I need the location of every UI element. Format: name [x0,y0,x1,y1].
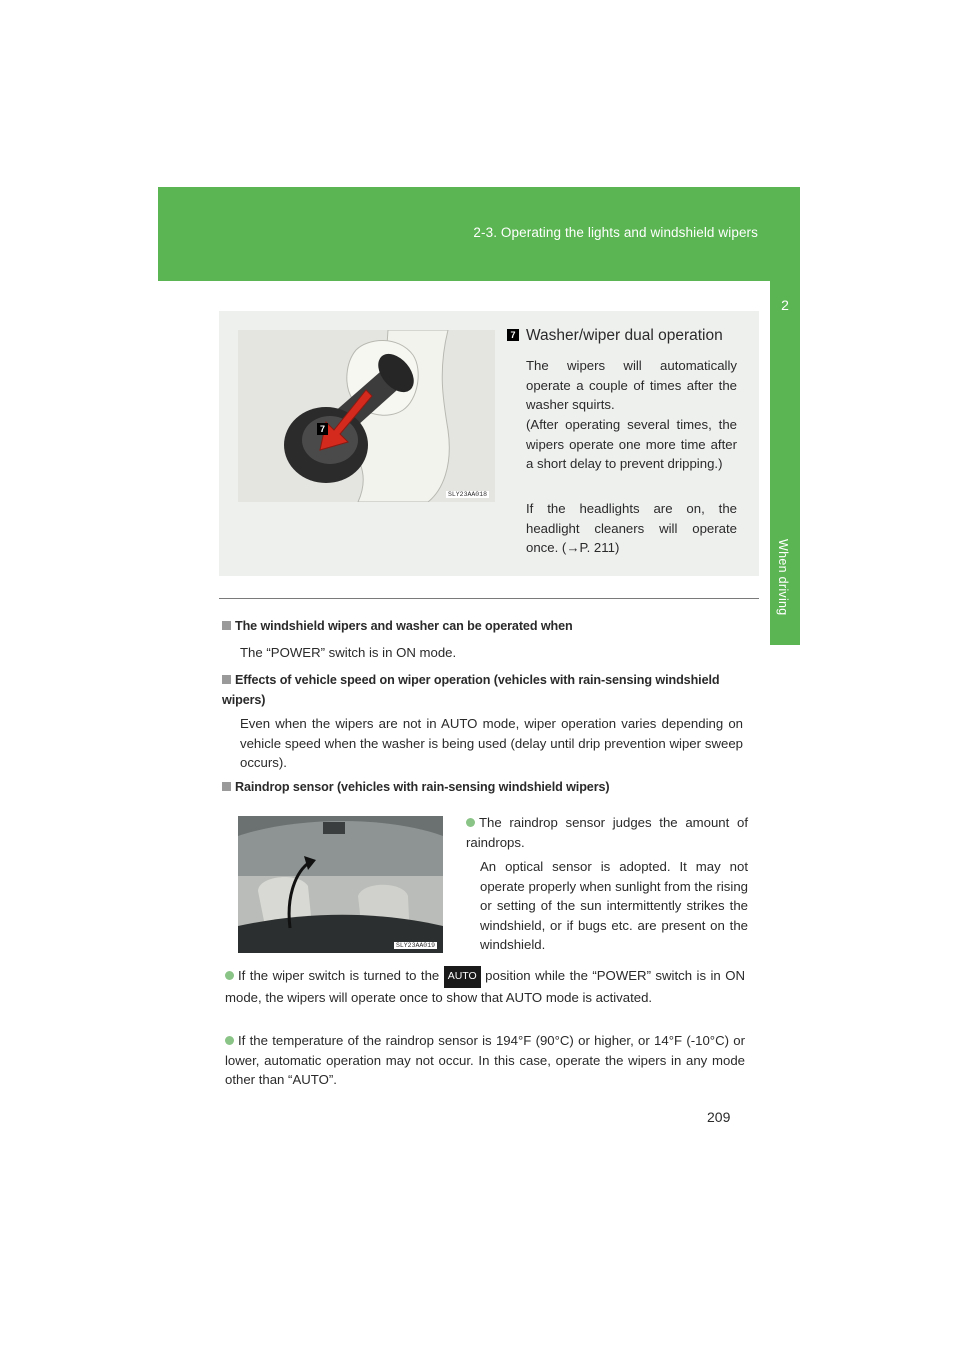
round-bullet-icon [225,1036,234,1045]
windshield-sensor-illustration [238,816,443,953]
wiper-lever-illustration [238,330,495,502]
section-divider [219,598,759,599]
section-heading-raindrop-sensor: Raindrop sensor (vehicles with rain-sensing windshield wipers) [222,780,610,794]
chapter-side-tab [770,281,800,645]
square-bullet-icon [222,675,231,684]
section-heading-vehicle-speed: Effects of vehicle speed on wiper operation (vehicles with rain-sensing windshield wipers) [222,673,720,707]
temperature-bullet: If the temperature of the raindrop sensor is 194°F (90°C) or higher, or 14°F (-10°C) or lower, automatic operation may not occur. In this case, operate the wipers in any mode other than “AUTO”. [225,1033,745,1087]
section-body-operation-conditions: The “POWER” switch is in ON mode. [240,645,457,660]
section-heading-operation-conditions: The windshield wipers and washer can be operated when [222,619,573,633]
auto-switch-position-icon: AUTO [444,966,481,988]
panel-paragraph-1: The wipers will automatically operate a couple of times after the washer squirts. [526,358,737,412]
section-body-vehicle-speed: Even when the wipers are not in AUTO mode, wiper operation varies depending on vehicle speed when the washer is being used (delay until drip prevention wiper sweep occurs). [240,716,743,770]
round-bullet-icon [225,971,234,980]
square-bullet-icon [222,621,231,630]
washer-wiper-panel [219,311,759,576]
raindrop-bullet-1: The raindrop sensor judges the amount of raindrops. [466,815,748,850]
hand-pulling-lever-icon [238,330,495,502]
auto-mode-bullet: If the wiper switch is turned to the AUTO position while the “POWER” switch is in ON mode, the wipers will operate once to show that AUTO mode is activated. [225,968,745,1005]
panel-paragraph-2: (After operating several times, the wipers operate one more time after a short delay to prevent dripping.) [526,417,737,471]
round-bullet-icon [466,818,475,827]
panel-heading-text: Washer/wiper dual operation [526,327,723,344]
car-interior-windshield-icon [238,816,443,953]
chapter-label: When driving [776,539,790,616]
chapter-header [158,187,800,281]
illustration-code: SLY23AA018 [447,491,487,498]
chapter-title: 2-3. Operating the lights and windshield wipers [473,225,758,240]
raindrop-bullet-1-detail: An optical sensor is adopted. It may not operate properly when sunlight from the rising or setting of the sun intermittently strikes the windshield, or if bugs etc. are present on the windshield. [480,859,748,952]
illustration-code: SLY23AA019 [395,942,435,949]
panel-paragraph-3: If the headlights are on, the headlight cleaners will operate once. (→P. 211) [526,501,737,555]
panel-heading [507,327,747,345]
illustration-callout-number: 7 [319,424,325,434]
square-bullet-icon [222,782,231,791]
page-number: 209 [707,1109,731,1125]
callout-number-badge: 7 [507,329,519,341]
chapter-number: 2 [781,297,789,313]
